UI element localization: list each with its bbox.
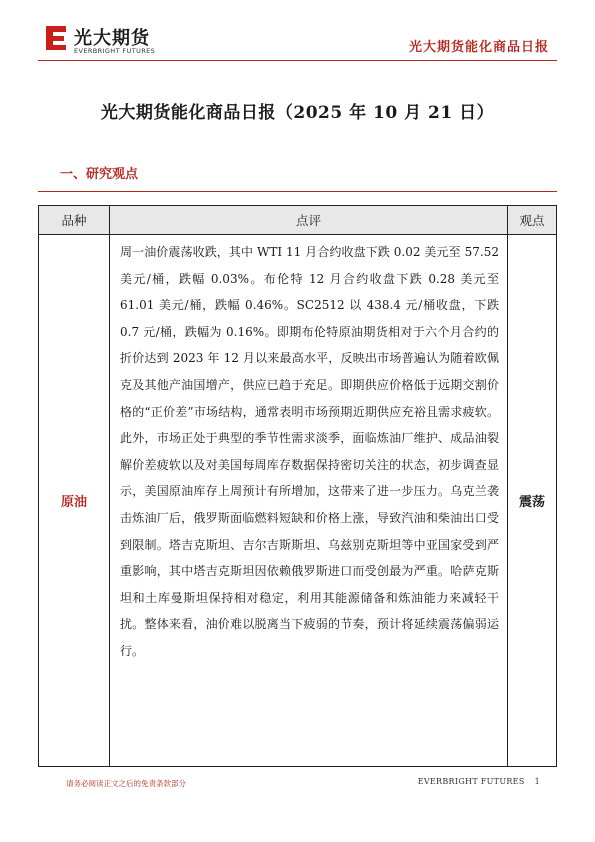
- page-number: 1: [534, 777, 540, 786]
- column-header-view: 观点: [508, 206, 557, 235]
- table-row: [39, 235, 557, 767]
- page-title: 光大期货能化商品日报（2025 年 10 月 21 日）: [100, 103, 495, 123]
- commentary-cell: 周一油价震荡收跌，其中 WTI 11 月合约收盘下跌 0.02 美元至 57.52 美元/桶，跌幅 0.03%。布伦特 12 月合约收盘下跌 0.28 美元至 61.01 美元/桶，跌幅 0.46%。SC2512 以 438.4 元/桶收盘，下跌 0.7 元/桶，跌幅为 0.16%。即期布伦特原油期货相对于六个月合约的折价达到 2023 年 12 月以来最高水平，反映出市场普遍认为随着欧佩克及其他产油国增产，供应已趋于充足。即期供应价格低于远期交割价格的“正价差”市场结构，通常表明市场预期近期供应充裕且需求疲软。此外，市场正处于典型的季节性需求淡季，面临炼油厂维护、成品油裂解价差疲软以及对美国每周库存数据保持密切关注的状态，初步调查显示，美国原油库存上周预计有所增加，这带来了进一步压力。乌克兰袭击炼油厂后，俄罗斯面临燃料短缺和价格上涨，导致汽油和柴油出口受到限制。塔吉克斯坦、吉尔吉斯斯坦、乌兹别克斯坦等中亚国家受到严重影响，其中塔吉克斯坦因依赖俄罗斯进口而受创最为严重。哈萨克斯坦和土库曼斯坦保持相对稳定，利用其能源储备和炼油能力来减轻干扰。整体来看，油价难以脱离当下疲弱的节奏，预计将延续震荡偏弱运行。: [110, 235, 508, 767]
- column-header-variety: 品种: [39, 206, 110, 235]
- table-header-row: [39, 206, 557, 235]
- footer-disclaimer: 请务必阅读正文之后的免责条款部分: [66, 779, 186, 788]
- report-name: 光大期货能化商品日报: [408, 40, 549, 55]
- view-cell: 震荡: [508, 235, 557, 767]
- footer-company-name: EVERBRIGHT FUTURES: [417, 777, 525, 786]
- section-heading: 一、研究观点: [60, 167, 139, 182]
- logo-text-en: EVERBRIGHT FUTURES: [74, 47, 156, 55]
- company-logo: [44, 24, 174, 60]
- footer-company: [418, 777, 540, 786]
- research-view-table: [38, 205, 557, 767]
- logo-text-cn: 光大期货: [74, 28, 150, 49]
- variety-cell: 原油: [39, 235, 110, 767]
- logo-mark-icon: [44, 24, 68, 52]
- column-header-commentary: 点评: [110, 206, 508, 235]
- section-divider: [38, 191, 557, 192]
- header-divider: [38, 60, 557, 61]
